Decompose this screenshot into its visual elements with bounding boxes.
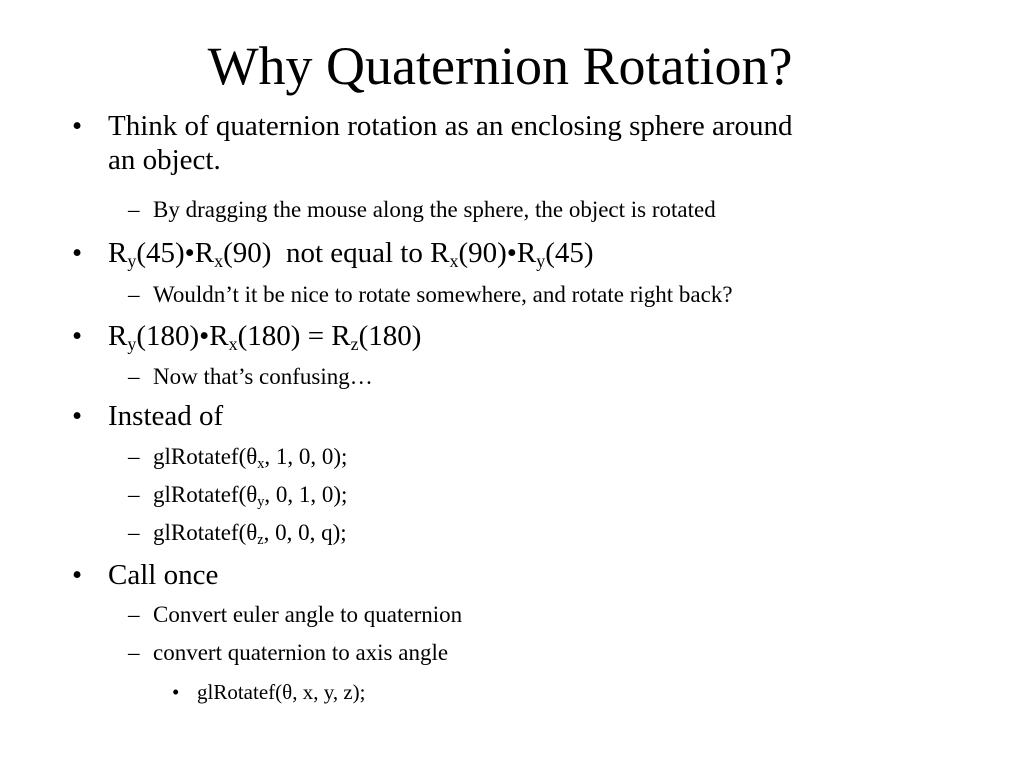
sub-item-text: Convert euler angle to quaternion [153, 602, 463, 627]
sub-item-text: Now that’s confusing… [153, 364, 373, 389]
code-text: glRotatef(θ, x, y, z); [197, 680, 366, 704]
dash-icon: – [128, 444, 140, 469]
code-text: $glRotatef(\theta_y$, 0, 1, 0); [153, 482, 348, 510]
bullet-icon: • [72, 320, 83, 352]
code-text: $glRotatef(\theta_z$, 0, 0, q); [153, 520, 347, 548]
bullet-icon: • [72, 400, 83, 432]
code-text: $glRotatef(\theta_x$, 1, 0, 0); [153, 444, 348, 472]
dash-icon: – [128, 364, 140, 389]
slide-title: Why Quaternion Rotation? [207, 36, 793, 96]
bullet-icon: • [172, 680, 180, 704]
dash-icon: – [128, 640, 140, 665]
bullet-text-line-1: Think of quaternion rotation as an enclosing sphere around [108, 110, 793, 142]
bullet-text: $R_y(180)•R_x(180) = R_z(180)$ [108, 320, 422, 355]
bullet-icon: • [72, 110, 83, 142]
dash-icon: – [128, 282, 140, 307]
bullet-icon: • [72, 237, 83, 269]
bullet-text: $R_y(45)•R_x(90)$ not equal to $R_x(90)•R_y(45)$ [108, 237, 594, 272]
bullet-icon: • [72, 559, 83, 591]
sub-item-text: Wouldn’t it be nice to rotate somewhere, and rotate right back? [153, 282, 733, 307]
bullet-text: Call once [108, 559, 219, 591]
bullet-text-line-2: an object. [108, 144, 221, 176]
dash-icon: – [128, 602, 140, 627]
sub-item-text: By dragging the mouse along the sphere, the object is rotated [153, 197, 716, 222]
bullet-text: Instead of [108, 400, 224, 432]
dash-icon: – [128, 482, 140, 507]
sub-item-text: convert quaternion to axis angle [153, 640, 449, 665]
dash-icon: – [128, 197, 140, 222]
dash-icon: – [128, 520, 140, 545]
